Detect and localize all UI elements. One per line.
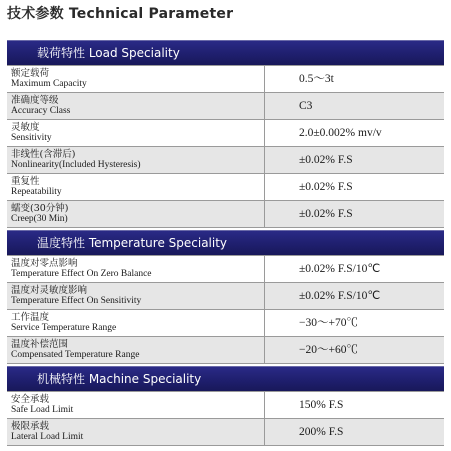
parameter-value: −20～+60℃ — [299, 344, 358, 356]
parameter-name-cell — [7, 120, 265, 146]
section-heading-load: 载荷特性 Load Speciality — [7, 40, 444, 65]
table-row — [7, 65, 444, 93]
parameter-value: 200% F.S — [299, 426, 344, 438]
parameter-value: ±0.02% F.S — [299, 154, 353, 166]
table-row — [7, 120, 444, 147]
parameter-value: C3 — [299, 100, 313, 112]
parameter-name-cell — [7, 283, 265, 309]
parameter-name-en: Nonlinearity(Included Hysteresis) — [11, 160, 141, 170]
parameter-name-cell — [7, 174, 265, 200]
parameter-name-zh: 极限承载 — [11, 421, 50, 432]
parameter-name-cell — [7, 66, 265, 92]
parameter-name-cell — [7, 256, 265, 282]
parameter-name-en: Accuracy Class — [11, 106, 71, 116]
parameter-name-cell — [7, 201, 265, 227]
parameter-name-en: Repeatability — [11, 187, 62, 197]
parameter-name-zh: 灵敏度 — [11, 122, 40, 133]
parameter-name-en: Sensitivity — [11, 133, 52, 143]
parameter-value: 0.5～3t — [299, 73, 334, 85]
table-row — [7, 337, 444, 364]
parameter-value: ±0.02% F.S — [299, 181, 353, 193]
parameter-name-en: Creep(30 Min) — [11, 214, 68, 224]
table-row — [7, 201, 444, 228]
table-row — [7, 419, 444, 446]
parameter-value: 2.0±0.002% mv/v — [299, 127, 382, 139]
parameter-name-cell — [7, 392, 265, 418]
table-row — [7, 283, 444, 310]
parameter-name-cell — [7, 93, 265, 119]
table-row — [7, 255, 444, 283]
parameter-name-en: Temperature Effect On Zero Balance — [11, 269, 152, 279]
table-row — [7, 93, 444, 120]
table-row — [7, 147, 444, 174]
parameter-name-zh: 蠕变(30分钟) — [11, 203, 69, 214]
parameter-name-en: Maximum Capacity — [11, 79, 87, 89]
parameter-name-en: Temperature Effect On Sensitivity — [11, 296, 142, 306]
parameter-name-cell — [7, 310, 265, 336]
parameter-name-en: Safe Load Limit — [11, 405, 74, 415]
parameter-name-zh: 非线性(含滞后) — [11, 149, 76, 160]
table-row — [7, 174, 444, 201]
parameter-name-en: Compensated Temperature Range — [11, 350, 140, 360]
page-title: 技术参数 Technical Parameter — [7, 6, 234, 22]
parameter-name-zh: 工作温度 — [11, 312, 50, 323]
parameter-name-zh: 温度补偿范围 — [11, 339, 69, 350]
parameter-value: ±0.02% F.S — [299, 208, 353, 220]
parameter-value: 150% F.S — [299, 399, 344, 411]
table-row — [7, 391, 444, 419]
parameter-name-en: Lateral Load Limit — [11, 432, 84, 442]
parameter-name-zh: 温度对零点影响 — [11, 258, 78, 269]
parameter-name-zh: 温度对灵敏度影响 — [11, 285, 88, 296]
table-row — [7, 310, 444, 337]
parameter-name-zh: 准确度等级 — [11, 95, 59, 106]
parameter-name-cell — [7, 147, 265, 173]
parameter-value: ±0.02% F.S/10℃ — [299, 290, 381, 302]
parameter-name-zh: 安全承载 — [11, 394, 50, 405]
parameter-name-cell — [7, 337, 265, 363]
parameter-name-zh: 重复性 — [11, 176, 40, 187]
section-heading-machine: 机械特性 Machine Speciality — [7, 366, 444, 391]
parameter-name-cell — [7, 419, 265, 445]
parameter-name-en: Service Temperature Range — [11, 323, 117, 333]
parameter-sheet — [7, 40, 444, 446]
parameter-value: −30～+70℃ — [299, 317, 358, 329]
parameter-name-zh: 额定载荷 — [11, 68, 50, 79]
parameter-value: ±0.02% F.S/10℃ — [299, 263, 381, 275]
section-heading-temperature: 温度特性 Temperature Speciality — [7, 230, 444, 255]
